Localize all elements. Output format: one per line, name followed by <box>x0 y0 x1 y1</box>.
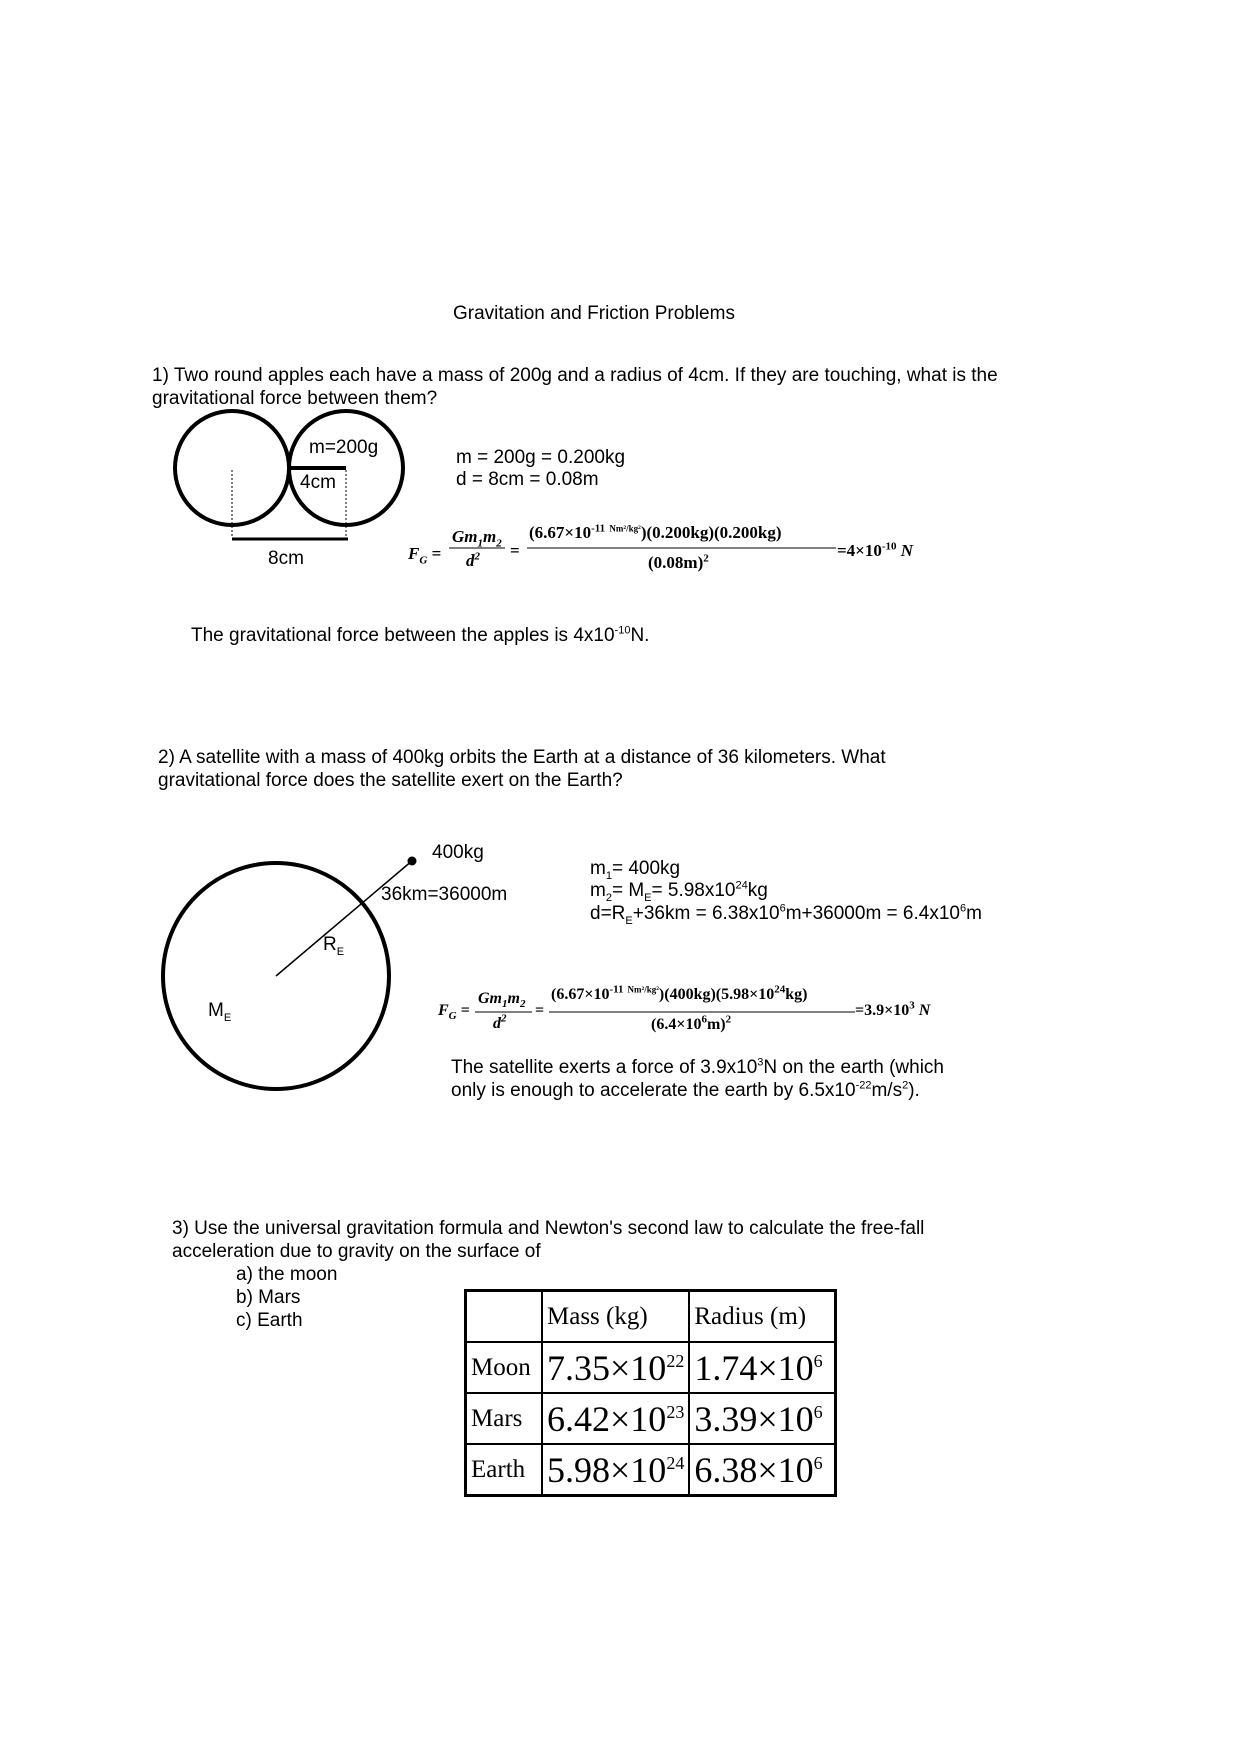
page-title: Gravitation and Friction Problems <box>453 303 735 324</box>
problem3-question-line2: acceleration due to gravity on the surface of <box>172 1241 541 1262</box>
table-header-mass: Mass (kg) <box>542 1291 689 1343</box>
given-m1: $m_1= 400kg$ <box>590 858 681 882</box>
problem1-question-line1: 1) Two round apples each have a mass of 200g and a radius of 4cm. If they are touching, what is the <box>152 365 998 386</box>
apple-distance-label: 8cm <box>268 548 304 569</box>
table-row <box>466 1342 836 1393</box>
problem2-answer-line2: only is enough to accelerate the earth by $6.5x10^{-22}m/s^2$). <box>451 1079 920 1101</box>
satellite-distance-label: 36km=36000m <box>381 884 508 905</box>
earth-radius-label: $R_E$ <box>323 934 345 958</box>
table-cell-radius: $1.74\times 10^6$ <box>689 1342 836 1393</box>
earth-mass-label: $M_E$ <box>208 1000 232 1024</box>
table-row-label: Mars <box>466 1393 543 1444</box>
apple-mass-label: m=200g <box>309 437 379 458</box>
table-row-label: Earth <box>466 1444 543 1496</box>
problem1-answer: The gravitational force between the apples is $4x10^{-10}N$. <box>191 624 650 646</box>
table-header-row <box>466 1291 836 1343</box>
table-cell-radius: $3.39\times 10^6$ <box>689 1393 836 1444</box>
table-cell-radius: $6.38\times 10^6$ <box>689 1444 836 1496</box>
table-row <box>466 1393 836 1444</box>
table-header-radius: Radius (m) <box>689 1291 836 1343</box>
table-header-empty <box>466 1291 543 1343</box>
given-mass: m = 200g = 0.200kg <box>456 447 626 468</box>
problem2-question-line1: 2) A satellite with a mass of 400kg orbits the Earth at a distance of 36 kilometers. What <box>158 747 886 768</box>
satellite-dot <box>408 857 417 866</box>
given-distance: d = 8cm = 0.08m <box>456 469 599 490</box>
table-cell-mass: $5.98\times 10^{24}$ <box>542 1444 689 1496</box>
table-row-label: Moon <box>466 1342 543 1393</box>
table-cell-mass: $6.42\times 10^{23}$ <box>542 1393 689 1444</box>
problem3-item-c: c) Earth <box>236 1310 303 1331</box>
satellite-mass-label: 400kg <box>432 842 484 863</box>
given-d: $d=R_E+36km = 6.38x10^6m+36000m = 6.4x10^6m$ <box>590 902 982 927</box>
planet-data-table <box>464 1289 837 1497</box>
earth-radius-line <box>276 860 413 976</box>
problem3-item-a: a) the moon <box>236 1264 338 1285</box>
problem2-answer-line1: The satellite exerts a force of $3.9x10^3N$ on the earth (which <box>451 1056 944 1078</box>
problem1-question-line2: gravitational force between them? <box>152 388 438 409</box>
table-row <box>466 1444 836 1496</box>
problem2-question-line2: gravitational force does the satellite exert on the Earth? <box>158 770 623 791</box>
given-m2: $m_2= M_E= 5.98x10^{24}kg$ <box>590 879 768 904</box>
apple-radius-label: 4cm <box>300 472 336 493</box>
table-cell-mass: $7.35\times 10^{22}$ <box>542 1342 689 1393</box>
problem3-question-line1: 3) Use the universal gravitation formula and Newton's second law to calculate the free-fall <box>172 1218 925 1239</box>
problem3-item-b: b) Mars <box>236 1287 301 1308</box>
